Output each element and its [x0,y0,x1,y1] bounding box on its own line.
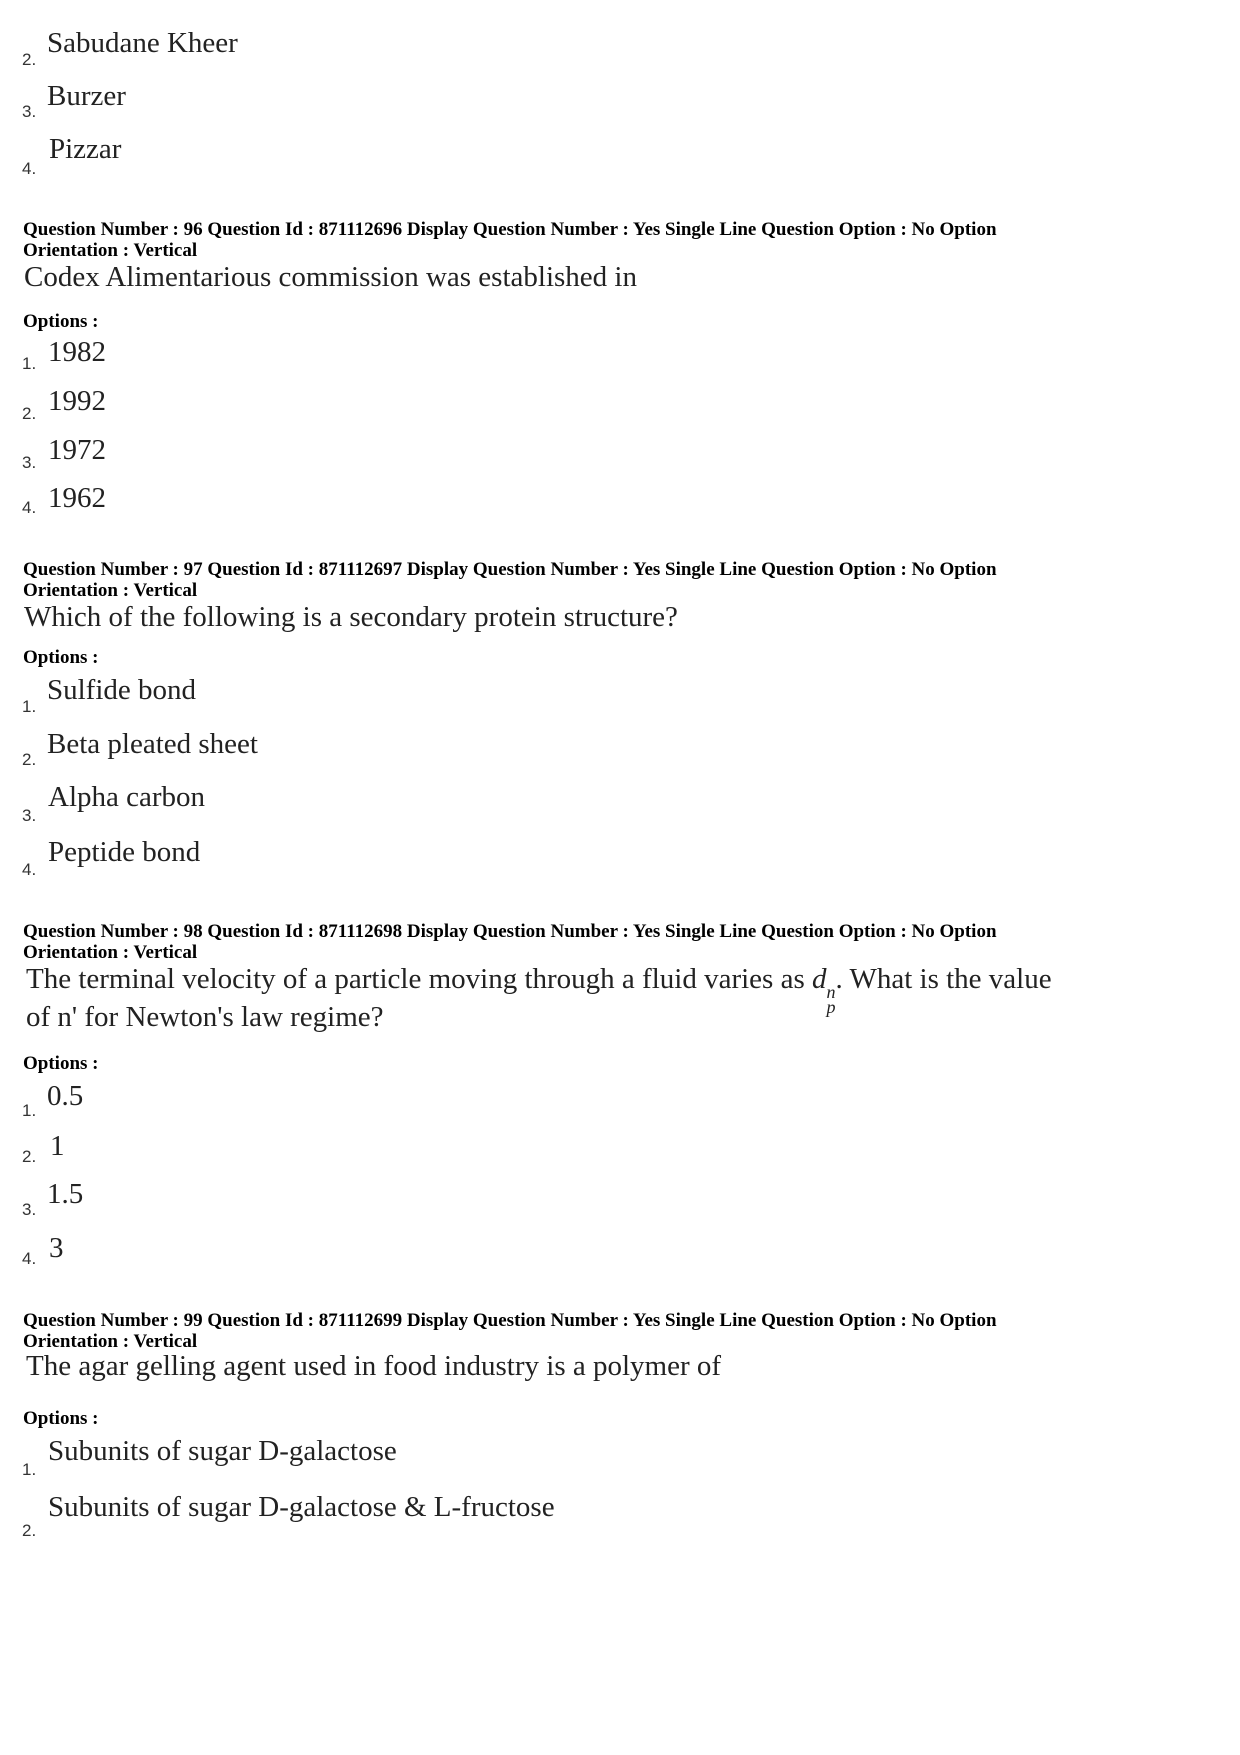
question-text: Codex Alimentarious commission was established in [24,261,637,293]
question-text: The agar gelling agent used in food industry is a polymer of [26,1350,722,1382]
option-number: 1. [22,1460,37,1479]
options-label: Options : [23,1053,99,1074]
question-meta [23,559,997,601]
question-text: Which of the following is a secondary protein structure? [24,601,678,633]
option-number: 2. [22,750,37,769]
option-text: Peptide bond [48,836,201,868]
option-text: Burzer [47,80,126,112]
math-base: d [811,963,827,995]
options-label: Options : [23,1408,99,1429]
option-number: 1. [22,354,37,373]
option-number: 3. [22,453,37,472]
option-text: 3 [49,1232,64,1264]
option-text: Sabudane Kheer [47,27,238,59]
option-text: 1982 [48,336,106,368]
question-meta [23,219,997,261]
option-text: Subunits of sugar D-galactose & L-fructose [48,1491,555,1523]
math-subscript: p [826,997,836,1017]
question-meta-line-2: Orientation : Vertical [23,1331,198,1352]
question-meta-line-2: Orientation : Vertical [23,580,198,601]
option-number: 4. [22,1249,37,1268]
option-number: 1. [22,697,37,716]
option-text: Sulfide bond [47,674,197,706]
option-text: 1.5 [47,1178,84,1210]
option-text: 1962 [48,482,106,514]
option-text: 1972 [48,434,106,466]
option-number: 3. [22,1200,37,1219]
question-meta-line-1: Question Number : 97 Question Id : 871112697 Display Question Number : Yes Single Line Question Option : No Option [23,559,997,580]
option-text: Alpha carbon [48,781,206,813]
option-text: Pizzar [49,133,122,165]
math-superscript: n [826,982,836,1002]
option-text: 1 [50,1130,65,1162]
option-text: Subunits of sugar D-galactose [48,1435,397,1467]
option-text: 0.5 [47,1080,84,1112]
question-text-line-2: of n' for Newton's law regime? [26,1001,384,1033]
question-meta-line-2: Orientation : Vertical [23,942,198,963]
option-text: Beta pleated sheet [47,728,258,760]
question-text-part-2: . What is the value [835,963,1052,995]
options-label: Options : [23,311,99,332]
options-label: Options : [23,647,99,668]
option-number: 3. [22,102,37,121]
question-meta-line-1: Question Number : 98 Question Id : 871112698 Display Question Number : Yes Single Line Question Option : No Option [23,921,997,942]
option-number: 4. [22,159,37,178]
option-text: 1992 [48,385,106,417]
question-meta [23,921,997,963]
question-meta [23,1310,997,1352]
option-number: 2. [22,404,37,423]
option-number: 4. [22,860,37,879]
math-expression [811,963,836,1017]
question-meta-line-1: Question Number : 99 Question Id : 871112699 Display Question Number : Yes Single Line Question Option : No Option [23,1310,997,1331]
option-number: 3. [22,806,37,825]
option-number: 4. [22,498,37,517]
option-number: 1. [22,1101,37,1120]
option-number: 2. [22,50,37,69]
option-number: 2. [22,1147,37,1166]
option-number: 2. [22,1521,37,1540]
question-meta-line-1: Question Number : 96 Question Id : 871112696 Display Question Number : Yes Single Line Question Option : No Option [23,219,997,240]
question-text-part-1: The terminal velocity of a particle moving through a fluid varies as [26,963,812,995]
question-meta-line-2: Orientation : Vertical [23,240,198,261]
